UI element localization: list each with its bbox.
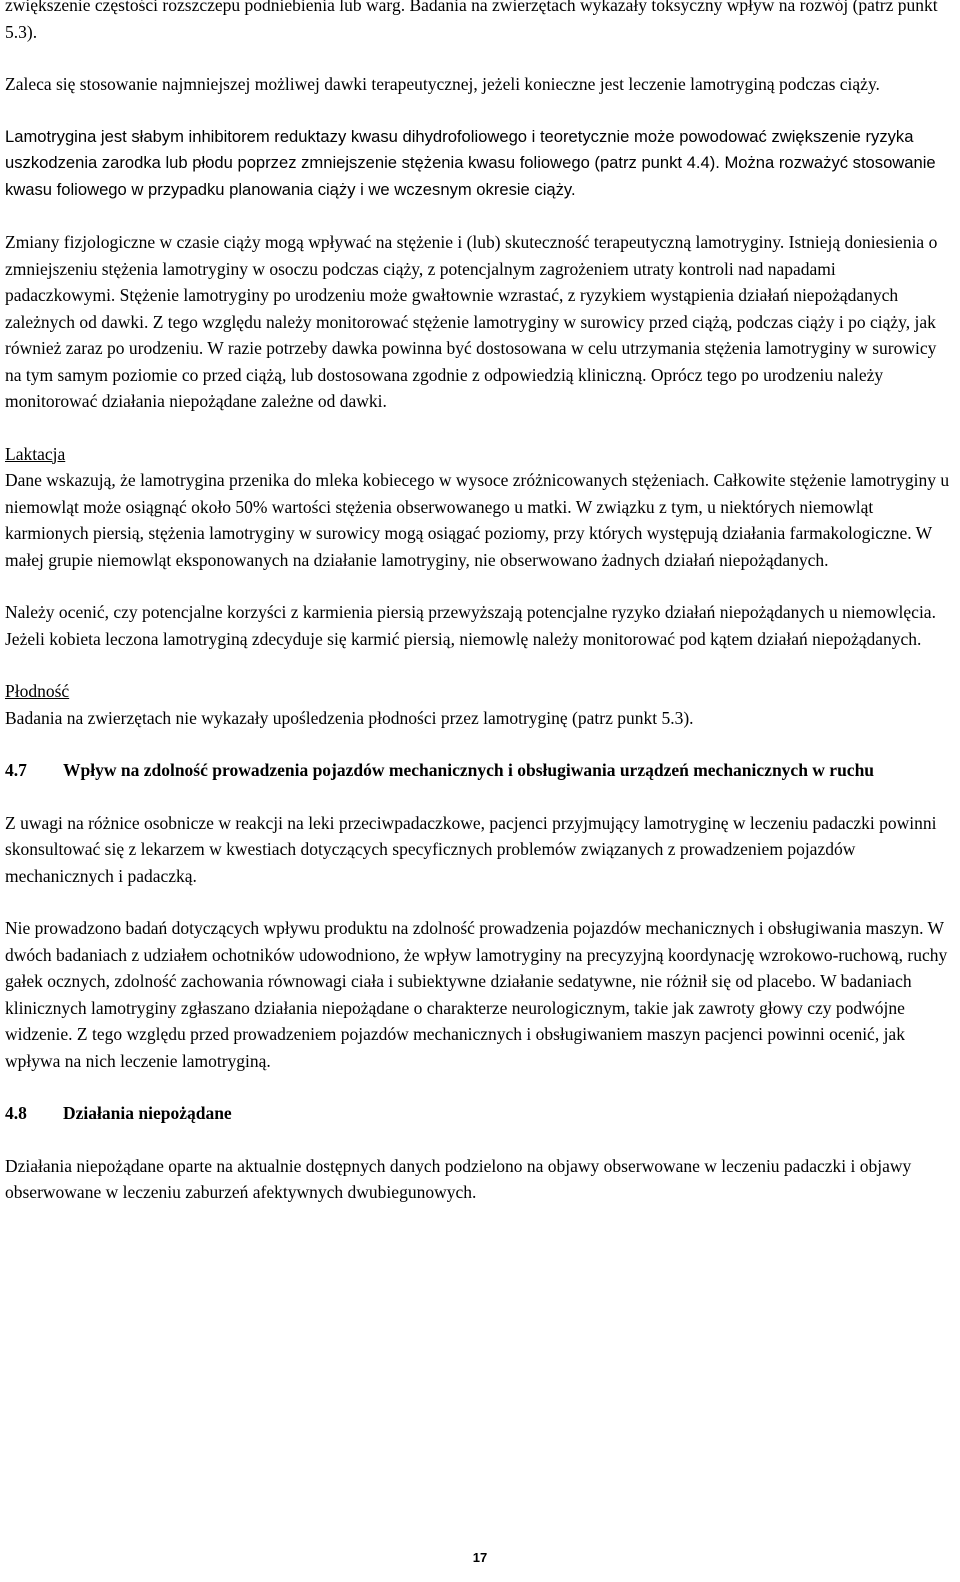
section-4-7-title: Wpływ na zdolność prowadzenia pojazdów mechanicznych i obsługiwania urządzeń mechanicznych w ruchu [63,760,875,780]
section-4-7-heading [5,757,950,784]
paragraph-driving-studies: Nie prowadzono badań dotyczących wpływu produktu na zdolność prowadzenia pojazdów mechanicznych i obsługiwania maszyn. W dwóch badaniach z udziałem ochotników udowodniono, że wpływ lamotryginy na precyzyjną koordynację wzrokowo-ruchową, ruchy gałek ocznych, zdolność zachowania równowagi ciała i subiektywne działanie sedatywne, nie różnił się od placebo. W badaniach klinicznych lamotryginy zgłaszano działania niepożądane o charakterze neurologicznym, takie jak zawroty głowy czy podwójne widzenie. Z tego względu przed prowadzeniem pojazdów mechanicznych i obsługiwaniem maszyn pacjenci powinni ocenić, jak wpływa na nich leczenie lamotryginą. [5,918,948,1071]
document-page [5,0,950,1232]
paragraph-adverse-effects-intro: Działania niepożądane oparte na aktualnie dostępnych danych podzielono na objawy obserwowane w leczeniu padaczki i objawy obserwowane w leczeniu zaburzeń afektywnych dwubiegunowych. [5,1155,912,1202]
section-4-8-number: 4.8 [5,1103,27,1123]
paragraph-fertility: Badania na zwierzętach nie wykazały upośledzenia płodności przez lamotryginę (patrz punkt 5.3). [5,707,694,728]
fertility-heading: Płodność [5,681,70,701]
paragraph-physiological-changes: Zmiany fizjologiczne w czasie ciąży mogą wpływać na stężenie i (lub) skuteczność terapeutyczną lamotryginy. Istnieją doniesienia o zmniejszeniu stężenia lamotryginy w osoczu podczas ciąży, z potencjalnym zagrożeniem utraty kontroli nad napadami padaczkowymi. Stężenie lamotryginy po urodzeniu może gwałtownie wzrastać, z ryzykiem wystąpienia działań niepożądanych zależnych od dawki. Z tego względu należy monitorować stężenie lamotryginy w surowicy przed ciążą, podczas ciąży i po ciąży, jak również zaraz po urodzeniu. W razie potrzeby dawka powinna być dostosowana w celu utrzymania stężenia lamotryginy w surowicy na tym samym poziomie co przed ciążą, lub dostosowana zgodnie z odpowiedzią kliniczną. Oprócz tego po urodzeniu należy monitorować działania niepożądane zależne od dawki. [5,232,938,411]
lactation-heading: Laktacja [5,443,66,464]
paragraph-folic-acid: Lamotrygina jest słabym inhibitorem reduktazy kwasu dihydrofoliowego i teoretycznie może powodować zwiększenie ryzyka uszkodzenia zarodka lub płodu poprzez zmniejszenie stężenia kwasu foliowego (patrz punkt 4.4). Można rozważyć stosowanie kwasu foliowego w przypadku planowania ciąży i we wczesnym okresie ciąży. [5,126,936,199]
paragraph-lowest-dose: Zaleca się stosowanie najmniejszej możliwej dawki terapeutycznej, jeżeli konieczne jest leczenie lamotryginą podczas ciąży. [5,74,880,94]
lactation-block [5,441,950,574]
section-4-8-heading [5,1100,950,1127]
section-4-8-title: Działania niepożądane [63,1103,232,1123]
section-4-7-number: 4.7 [5,760,27,780]
paragraph-lactation-benefit: Należy ocenić, czy potencjalne korzyści z karmienia piersią przewyższają potencjalne ryzyko działań niepożądanych u niemowlęcia. Jeżeli kobieta leczona lamotryginą zdecyduje się karmić piersią, niemowlę należy monitorować pod kątem działań niepożądanych. [5,602,936,649]
fertility-block [5,678,950,731]
paragraph-teratogenic-effects: zwiększenie częstości rozszczepu podniebienia lub warg. Badania na zwierzętach wykazały toksyczny wpływ na rozwój (patrz punkt 5.3). [5,0,938,42]
paragraph-driving-consult: Z uwagi na różnice osobnicze w reakcji na leki przeciwpadaczkowe, pacjenci przyjmujący lamotryginę w leczeniu padaczki powinni skonsultować się z lekarzem w kwestiach dotyczących specyficznych problemów związanych z prowadzeniem pojazdów mechanicznych i padaczką. [5,812,937,886]
page-number: 17 [472,1550,488,1565]
paragraph-lactation-milk: Dane wskazują, że lamotrygina przenika do mleka kobiecego w wysoce zróżnicowanych stężeniach. Całkowite stężenie lamotryginy u niemowląt może osiągnąć około 50% wartości stężenia obserwowanego u matki. W związku z tym, u niektórych niemowląt karmionych piersią, stężenia lamotryginy w surowicy mogą osiągać poziomy, przy których występują działania farmakologiczne. W małej grupie niemowląt eksponowanych na działanie lamotryginy, nie obserwowano żadnych działań niepożądanych. [5,470,950,570]
